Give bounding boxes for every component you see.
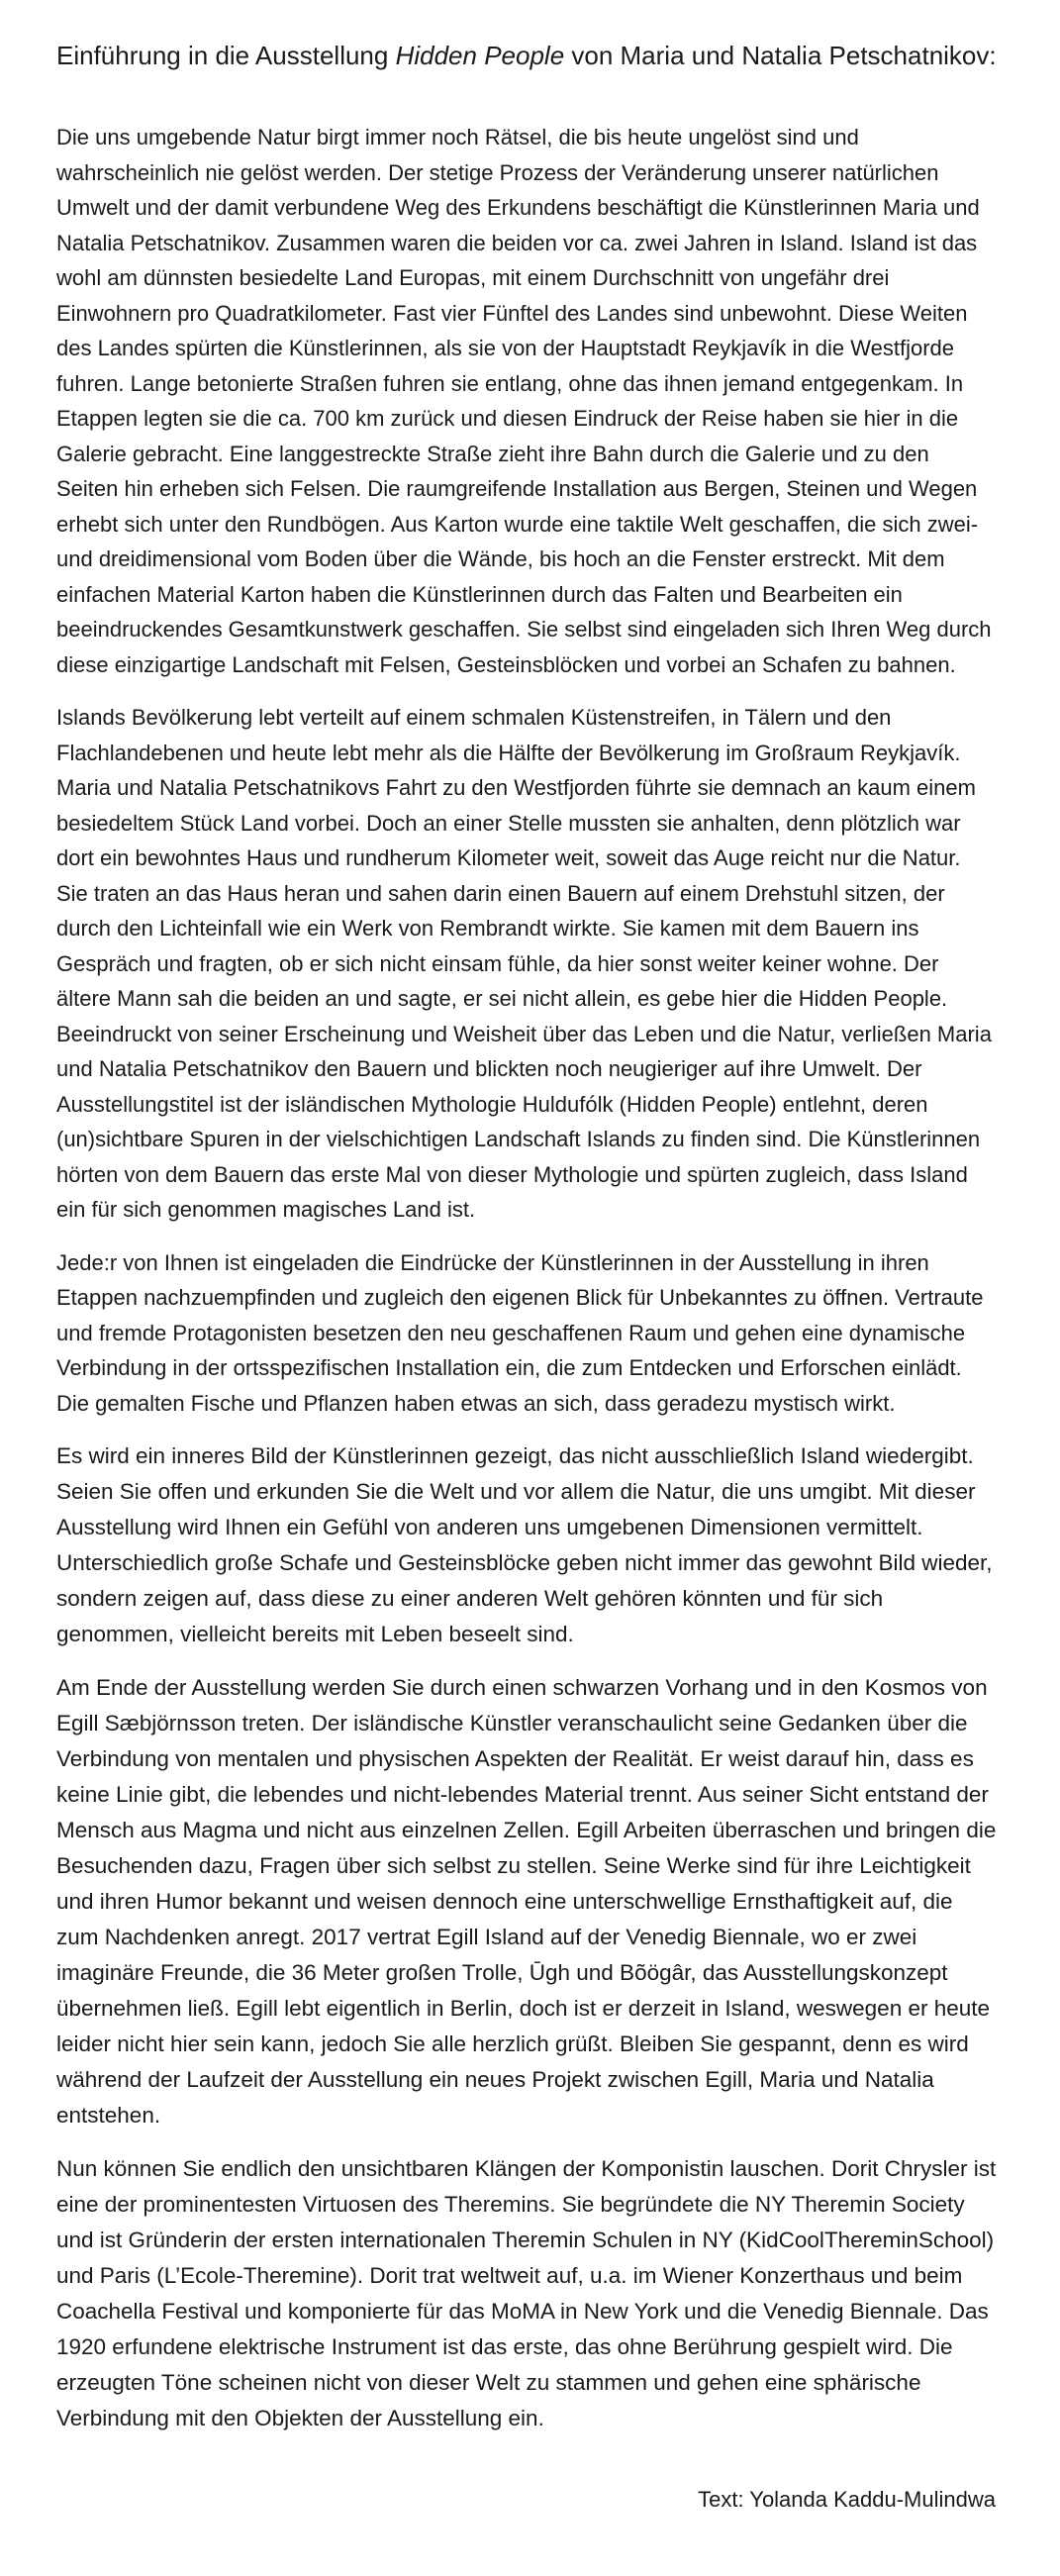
paragraph-2: Islands Bevölkerung lebt verteilt auf einem schmalen Küstenstreifen, in Tälern und den Flachlandebenen und heute lebt mehr als die Hälfte der Bevölkerung im Großraum Reykjavík. Maria und Natalia Petschatnikovs Fahrt zu den Westfjorden führte sie demnach an kaum einem besiedeltem Stück Land vorbei. Doch an einer Stelle mussten sie anhalten, denn plötzlich war dort ein bewohntes Haus und rundherum Kilometer weit, soweit das Auge reicht nur die Natur. Sie traten an das Haus heran und sahen darin einen Bauern auf einem Drehstuhl sitzen, der durch den Lichteinfall wie ein Werk von Rembrandt wirkte. Sie kamen mit dem Bauern ins Gespräch und fragten, ob er sich nicht einsam fühle, da hier sonst weiter keiner wohne. Der ältere Mann sah die beiden an und sagte, er sei nicht allein, es gebe hier die Hidden People. Beeindruckt von seiner Erscheinung und Weisheit über das Leben und die Natur, verließen Maria und Natalia Petschatnikov den Bauern und blickten noch neugieriger auf ihre Umwelt. Der Ausstellungstitel ist der isländischen Mythologie Huldufólk (Hidden People) entlehnt, deren (un)sichtbare Spuren in der vielschichtigen Landschaft Islands zu finden sind. Die Künstlerinnen hörten von dem Bauern das erste Mal von dieser Mythologie und spürten zugleich, dass Island ein für sich genommen magisches Land ist. [56, 705, 992, 1222]
body-text [56, 120, 997, 2454]
exhibition-name: Hidden People [395, 41, 565, 70]
title-suffix: von Maria und Natalia Petschatnikov: [564, 41, 997, 70]
paragraph-6: Nun können Sie endlich den unsichtbaren Klängen der Komponistin lauschen. Dorit Chrysler ist eine der prominentesten Virtuosen des Theremins. Sie begründete die NY Theremin Society und ist Gründerin der ersten internationalen Theremin Schulen in NY (KidCoolThereminSchool) und Paris (L’Ecole-Theremine). Dorit trat weltweit auf, u.a. im Wiener Konzerthaus und beim Coachella Festival und komponierte für das MoMA in New York und die Venedig Biennale. Das 1920 erfundene elektrische Instrument ist das erste, das ohne Berührung gespielt wird. Die erzeugten Töne scheinen nicht von dieser Welt zu stammen und gehen eine sphärische Verbindung mit den Objekten der Ausstellung ein. [56, 2156, 997, 2430]
title-prefix: Einführung in die Ausstellung [56, 41, 396, 70]
paragraph-1: Die uns umgebende Natur birgt immer noch Rätsel, die bis heute ungelöst sind und wahrscheinlich nie gelöst werden. Der stetige Prozess der Veränderung unserer natürlichen Umwelt und der damit verbundene Weg des Erkundens beschäftigt die Künstlerinnen Maria und Natalia Petschatnikov. Zusammen waren die beiden vor ca. zwei Jahren in Island. Island ist das wohl am dünnsten besiedelte Land Europas, mit einem Durchschnitt von ungefähr drei Einwohnern pro Quadratkilometer. Fast vier Fünftel des Landes sind unbewohnt. Diese Weiten des Landes spürten die Künstlerinnen, als sie von der Hauptstadt Reykjavík in die Westfjorde fuhren. Lange betonierte Straßen fuhren sie entlang, ohne das ihnen jemand entgegenkam. In Etappen legten sie die ca. 700 km zurück und diesen Eindruck der Reise haben sie hier in die Galerie gebracht. Eine langgestreckte Straße zieht ihre Bahn durch die Galerie und zu den Seiten hin erheben sich Felsen. Die raumgreifende Installation aus Bergen, Steinen und Wegen erhebt sich unter den Rundbögen. Aus Karton wurde eine taktile Welt geschaffen, die sich zwei- und dreidimensional vom Boden über die Wände, bis hoch an die Fenster erstreckt. Mit dem einfachen Material Karton haben die Künstlerinnen durch das Falten und Bearbeiten ein beeindruckendes Gesamtkunstwerk geschaffen. Sie selbst sind eingeladen sich Ihren Weg durch diese einzigartige Landschaft mit Felsen, Gesteinsblöcken und vorbei an Schafen zu bahnen. [56, 125, 992, 677]
document-title [56, 36, 1036, 75]
paragraph-5: Am Ende der Ausstellung werden Sie durch einen schwarzen Vorhang und in den Kosmos von Egill Sæbjörnsson treten. Der isländische Künstler veranschaulicht seine Gedanken über die Verbindung von mentalen und physischen Aspekten der Realität. Er weist darauf hin, dass es keine Linie gibt, die lebendes und nicht-lebendes Material trennt. Aus seiner Sicht entstand der Mensch aus Magma und nicht aus einzelnen Zellen. Egill Arbeiten überraschen und bringen die Besuchenden dazu, Fragen über sich selbst zu stellen. Seine Werke sind für ihre Leichtigkeit und ihren Humor bekannt und weisen dennoch eine unterschwellige Ernsthaftigkeit auf, die zum Nachdenken anregt. 2017 vertrat Egill Island auf der Venedig Biennale, wo er zwei imaginäre Freunde, die 36 Meter großen Trolle, Ūgh und Bõögâr, das Ausstellungskonzept übernehmen ließ. Egill lebt eigentlich in Berlin, doch ist er derzeit in Island, weswegen er heute leider nicht hier sein kann, jedoch Sie alle herzlich grüßt. Bleiben Sie gespannt, denn es wird während der Laufzeit der Ausstellung ein neues Projekt zwischen Egill, Maria und Natalia entstehen. [56, 1675, 997, 2128]
author-credit: Text: Yolanda Kaddu-Mulindwa [698, 2487, 996, 2512]
paragraph-4: Es wird ein inneres Bild der Künstlerinnen gezeigt, das nicht ausschließlich Island wiedergibt. Seien Sie offen und erkunden Sie die Welt und vor allem die Natur, die uns umgibt. Mit dieser Ausstellung wird Ihnen ein Gefühl von anderen uns umgebenen Dimensionen vermittelt. Unterschiedlich große Schafe und Gesteinsblöcke geben nicht immer das gewohnt Bild wieder, sondern zeigen auf, dass diese zu einer anderen Welt gehören könnten und für sich genommen, vielleicht bereits mit Leben beseelt sind. [56, 1443, 993, 1646]
paragraph-3: Jede:r von Ihnen ist eingeladen die Eindrücke der Künstlerinnen in der Ausstellung in ihren Etappen nachzuempfinden und zugleich den eigenen Blick für Unbekanntes zu öffnen. Vertraute und fremde Protagonisten besetzen den neu geschaffenen Raum und gehen eine dynamische Verbindung in der ortsspezifischen Installation ein, die zum Entdecken und Erforschen einlädt. Die gemalten Fische und Pflanzen haben etwas an sich, dass geradezu mystisch wirkt. [56, 1249, 984, 1416]
